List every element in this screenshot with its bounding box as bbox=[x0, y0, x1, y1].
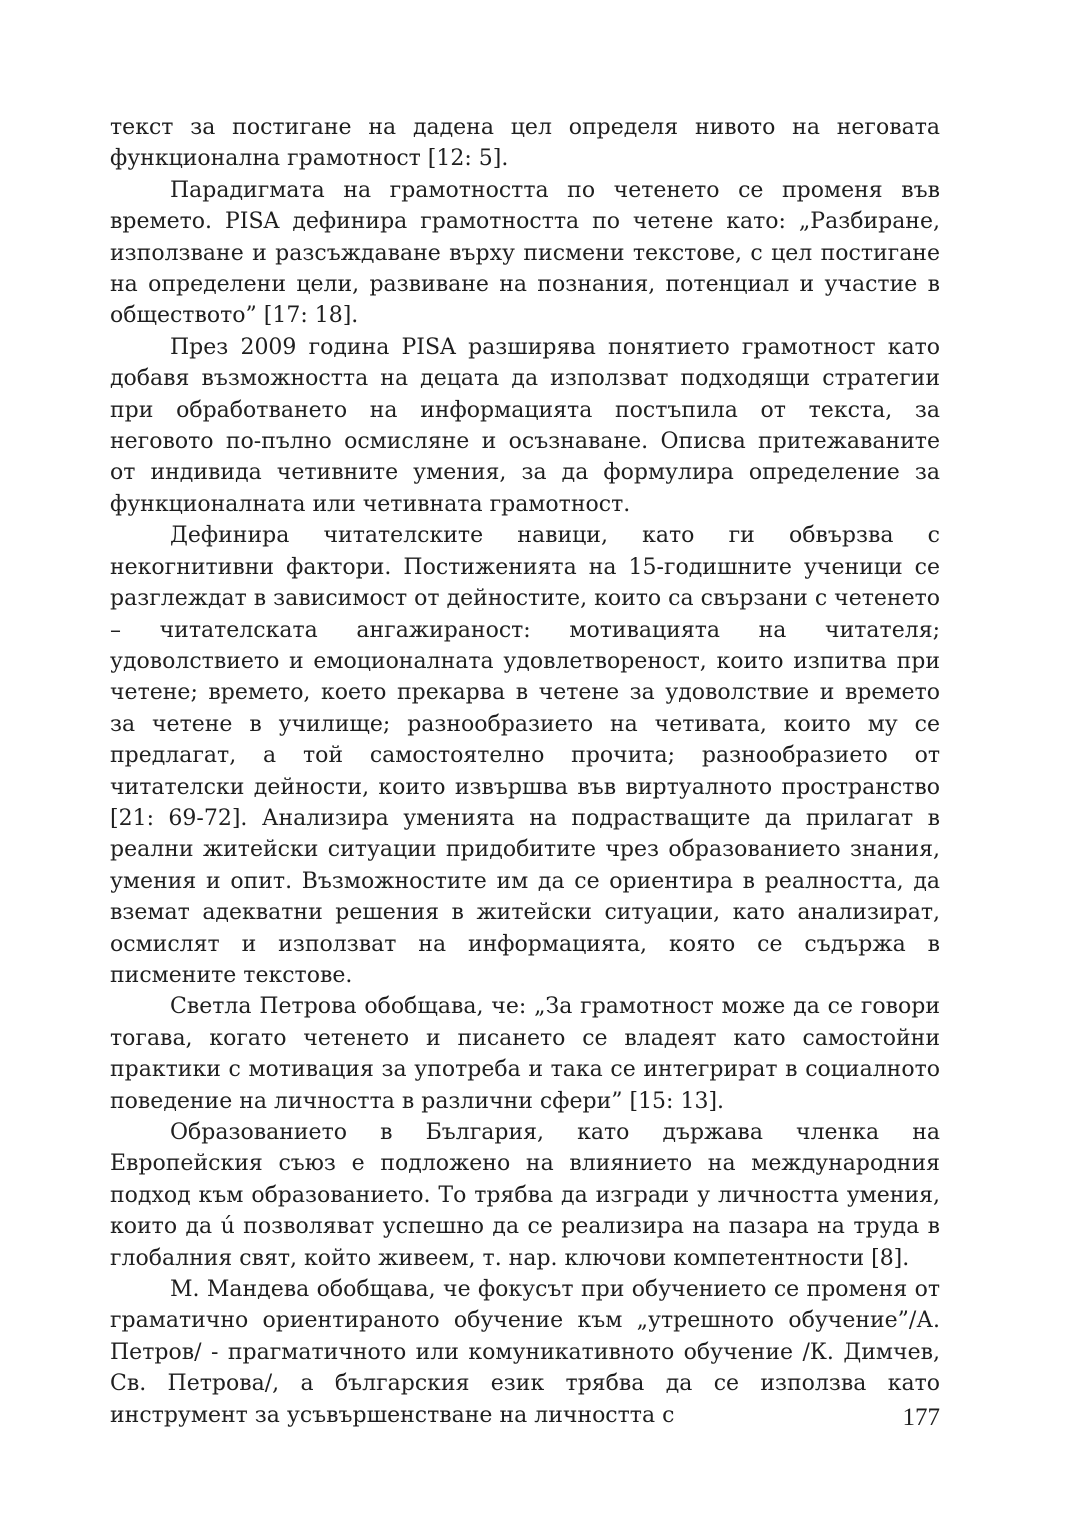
paragraph: Светла Петрова обобщава, че: „За грамотност може да се говори тогава, когато четенето и писането се владеят като самостойни практики с мотивация за употреба и така се интегрират в социалното поведение на личността в различни сфери” [15: 13]. bbox=[110, 994, 940, 1114]
paragraph: текст за постигане на дадена цел определя нивото на неговата функционална грамотност [12: 5]. bbox=[110, 115, 940, 172]
paragraph: Образованието в България, като държава членка на Европейския съюз е подложено на влиянието на международния подход към образованието. То трябва да изгради у личността умения, които да ú позволяват успешно да се реализира на пазара на труда в глобалния свят, който живеем, т. нар. ключови компетентности [8]. bbox=[110, 1120, 940, 1271]
paragraph: През 2009 година PISA разширява понятието грамотност като добавя възможността на децата да използват подходящи стратегии при обработването на информацията постъпила от текста, за неговото по-пълно осмисляне и осъзнаване. Описва притежаваните от индивида четивните умения, за да формулира определение за функционалната или четивната грамотност. bbox=[110, 334, 940, 517]
paragraph: Дефинира читателските навици, като ги обвързва с некогнитивни фактори. Постиженията на 15-годишните ученици се разглеждат в зависимост от дейностите, които са свързани с четенето – читателската ангажираност: мотивацията на читателя; удоволствието и емоционалната удовлетвореност, които изпитва при четене; времето, което прекарва в четене за удоволствие и времето за четене в училище; разнообразието на четивата, които му се предлагат, а той самостоятелно прочита; разнообразието от читателски дейности, които извършва във виртуалното пространство [21: 69-72]. Анализира уменията на подрастващите да прилагат в реални житейски ситуации придобитите чрез образованието знания, умения и опит. Възможностите им да се ориентира в реалността, да вземат адекватни решения в житейски ситуации, като анализират, осмислят и използват на информацията, която се съдържа в писмените текстове. bbox=[110, 523, 940, 988]
page-number: 177 bbox=[902, 1404, 940, 1431]
paragraph: М. Мандева обобщава, че фокусът при обучението се променя от граматично ориентираното обучение към „утрешното обучение”/А. Петров/ - прагматичното или комуникативното обучение /К. Димчев, Св. Петрова/, а българския език трябва да се използва като инструмент за усъвършенстване на личността с bbox=[110, 1277, 940, 1428]
paragraph: Парадигмата на грамотността по четенето се променя във времето. PISA дефинира грамотността по четене като: „Разбиране, използване и разсъждаване върху писмени текстове, с цел постигане на определени цели, развиване на познания, потенциал и участие в обществото” [17: 18]. bbox=[110, 177, 940, 329]
body-text bbox=[110, 112, 940, 1431]
